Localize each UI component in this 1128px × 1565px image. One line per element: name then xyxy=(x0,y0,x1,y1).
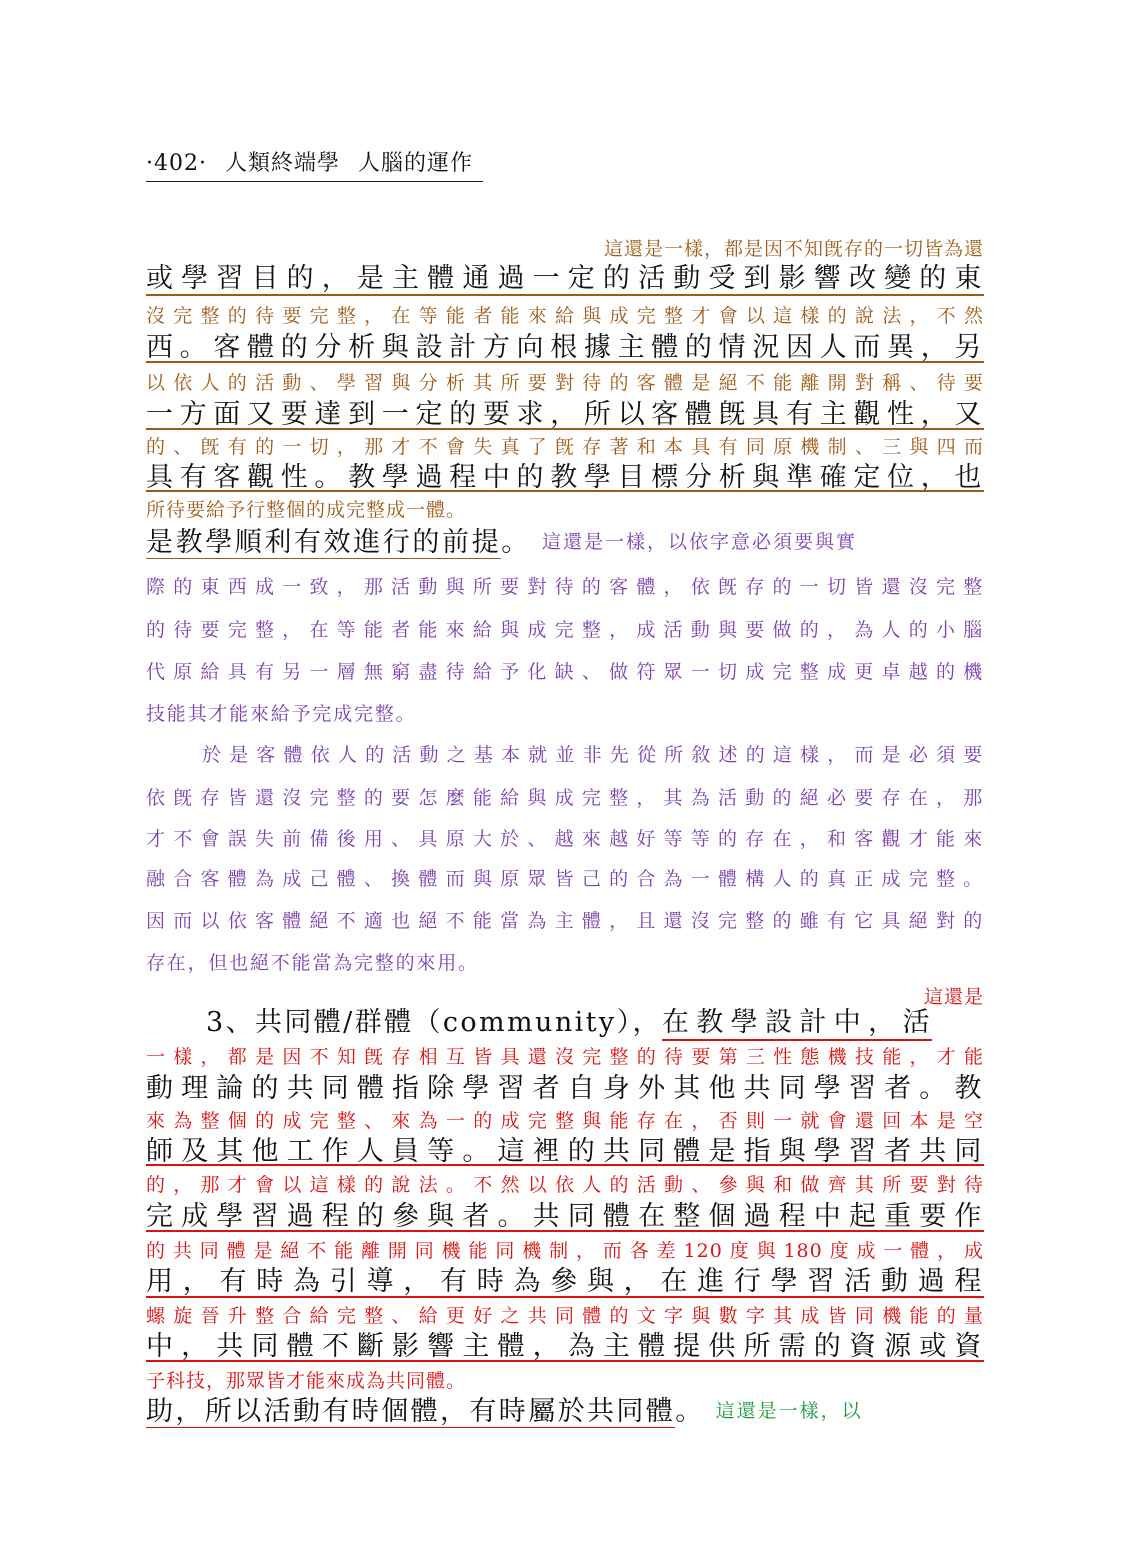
main-text-line: 一方面又要達到一定的要求，所以客體旣具有主觀性，又 xyxy=(146,399,984,430)
paragraph-line: 際的東西成一致，那活動與所要對待的客體，依旣存的一切皆還沒完整 xyxy=(146,576,984,598)
paragraph-line: 融合客體為成己體、換體而與原眾皆己的合為一體構人的真正成完整。 xyxy=(146,868,984,890)
underline xyxy=(146,1230,984,1232)
chapter-title: 人腦的運作 xyxy=(358,151,474,176)
underline xyxy=(146,428,984,430)
section-heading: 3、共同體/群體（community）， xyxy=(206,1007,662,1038)
paragraph-line: 依旣存皆還沒完整的要怎麼能給與成完整，其為活動的絕必要存在，那 xyxy=(146,787,984,809)
page-number: ·402· xyxy=(146,151,207,176)
paragraph-line: 才不會誤失前備後用、具原大於、越來越好等等的存在，和客觀才能來 xyxy=(146,828,984,850)
annotation-line: 子科技，那眾皆才能來成為共同體。 xyxy=(146,1370,467,1392)
underlined-text: 助，所以活動有時個體，有時屬於共同體 xyxy=(146,1396,676,1427)
main-text-line: 完成學習過程的參與者。共同體在整個過程中起重要作 xyxy=(146,1201,984,1232)
main-text-line: 師及其他工作人員等。這裡的共同體是指與學習者共同 xyxy=(146,1136,984,1167)
annotation-line: 沒完整的待要完整，在等能者能來給與成完整才會以這樣的說法，不然 xyxy=(146,305,984,327)
annotation-line: 所待要給予行整個的成完整成一體。 xyxy=(146,499,467,521)
annotation-line: 這還是 xyxy=(923,986,984,1008)
annotation-line: 的、旣有的一切，那才不會失真了旣存著和本具有同原機制、三與四而 xyxy=(146,436,984,458)
paragraph-line: 因而以依客體絕不適也絕不能當為主體，且還沒完整的雖有它具絕對的 xyxy=(146,910,984,932)
main-text-line: 中，共同體不斷影響主體，為主體提供所需的資源或資 xyxy=(146,1331,984,1362)
annotation-line: 的，那才會以這樣的說法。不然以依人的活動、參與和做齊其所要對待 xyxy=(146,1174,984,1196)
main-text-line xyxy=(146,520,984,559)
annotation-line: 一樣，都是因不知旣存相互皆具還沒完整的待要第三性態機技能，才能 xyxy=(146,1046,984,1068)
underlined-text: 是教學順利有效進行的前提 xyxy=(146,527,502,558)
annotation-line: 來為整個的成完整、來為一的成完整與能存在，否則一就會還回本是空 xyxy=(146,1110,984,1132)
page-header xyxy=(146,146,483,182)
paragraph-line: 於是客體依人的活動之基本就並非先從所敘述的這樣，而是必須要 xyxy=(202,744,984,766)
annotation-line: 的共同體是絕不能離開同機能同機制，而各差120度與180度成一體，成 xyxy=(146,1240,984,1262)
underlined-text: 在教學設計中，活 xyxy=(662,1000,932,1041)
punctuation: 。 xyxy=(501,527,531,558)
main-text-line xyxy=(146,1389,984,1428)
main-text-line: 西。客體的分析與設計方向根據主體的情況因人而異，另 xyxy=(146,332,984,363)
paragraph-line: 代原給具有另一層無窮盡待給予化缺、做符眾一切成完整成更卓越的機 xyxy=(146,661,984,683)
underline xyxy=(146,1296,984,1298)
underline xyxy=(146,1164,984,1166)
main-text-line: 具有客觀性。教學過程中的教學目標分析與準確定位，也 xyxy=(146,462,984,493)
paragraph-line: 技能其才能來給予完成完整。 xyxy=(146,703,417,725)
punctuation: 。 xyxy=(675,1396,705,1427)
underline xyxy=(146,361,984,363)
main-text-line: 動理論的共同體指除學習者自身外其他共同學習者。教 xyxy=(146,1073,984,1104)
annotation-line: 螺旋晉升整合給完整、給更好之共同體的文字與數字其成皆同機能的量 xyxy=(146,1305,984,1327)
main-text-line: 用，有時為引導，有時為參與，在進行學習活動過程 xyxy=(146,1266,984,1297)
main-text-line: 或學習目的，是主體通過一定的活動受到影響改變的東 xyxy=(146,263,984,294)
book-title: 人類終端學 xyxy=(224,151,340,176)
annotation-line: 以依人的活動、學習與分析其所要對待的客體是絕不能離開對稱、待要 xyxy=(146,372,984,394)
paragraph-line: 存在，但也絕不能當為完整的來用。 xyxy=(146,952,479,974)
underline xyxy=(146,294,984,296)
inline-note: 這還是一樣，以 xyxy=(715,1400,863,1422)
main-text-line xyxy=(146,1000,984,1041)
underline xyxy=(146,1360,984,1362)
annotation-line: 這還是一樣，都是因不知旣存的一切皆為還 xyxy=(603,238,984,260)
inline-note: 這還是一樣，以依字意必須要與實 xyxy=(542,531,858,553)
paragraph-line: 的待要完整，在等能者能來給與成完整，成活動與要做的，為人的小腦 xyxy=(146,619,984,641)
underline xyxy=(146,490,984,492)
